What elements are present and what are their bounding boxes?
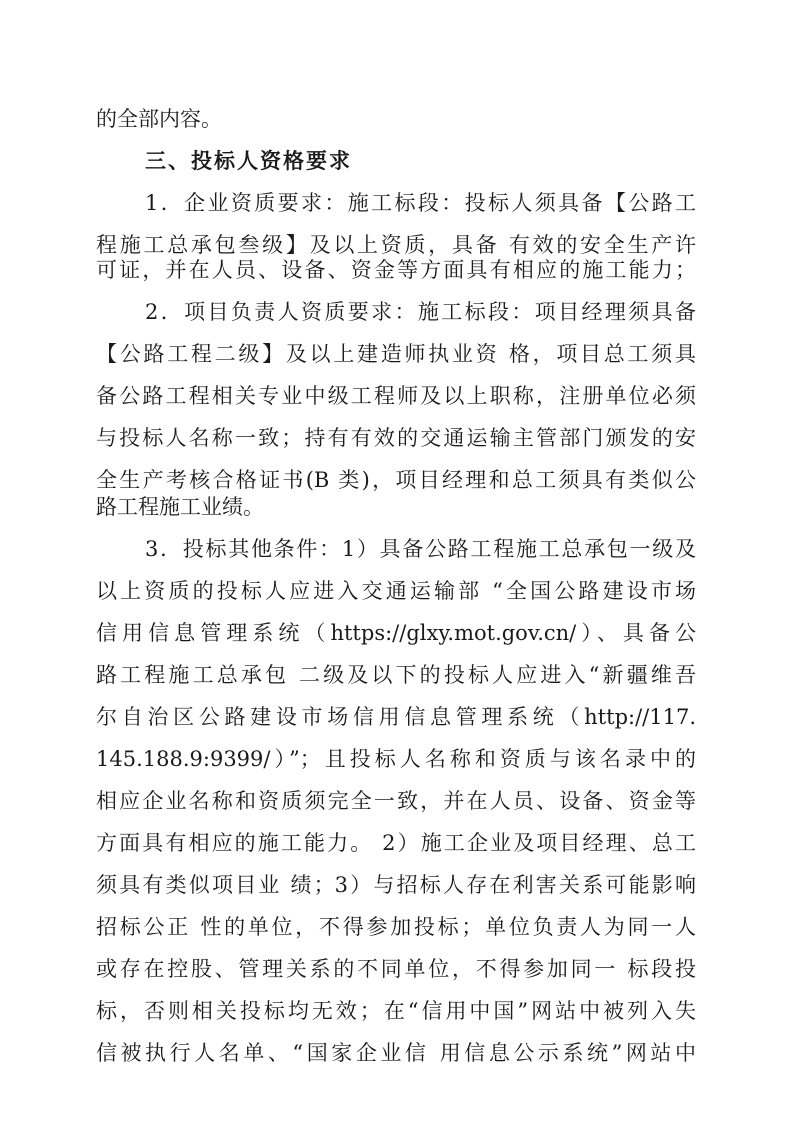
text-line-14: 信用信息管理系统（https://glxy.mot.gov.cn/）、具备公: [96, 621, 696, 645]
text-line-7: 【公路工程二级】及以上建造师执业资 格，项目总工须具: [96, 342, 696, 366]
text-line-5: 可证，并在人员、设备、资金等方面具有相应的施工能力；: [96, 258, 696, 282]
text-line-11: 路工程施工业绩。: [96, 495, 264, 519]
text-line-6: 2．项目负责人资质要求：施工标段：项目经理须具备: [145, 300, 696, 324]
text-line-3: 1．企业资质要求：施工标段：投标人须具备【公路工: [145, 191, 696, 215]
text-line-1: 的全部内容。: [96, 107, 222, 131]
text-line-17: 145.188.9:9399/）”；且投标人名称和资质与该名录中的: [96, 747, 696, 771]
text-line-19: 方面具有相应的施工能力。 2）施工企业及项目经理、总工: [96, 831, 696, 855]
text-line-21: 招标公正 性的单位，不得参加投标；单位负责人为同一人: [96, 915, 696, 939]
text-line-20: 须具有类似项目业 绩；3）与招标人存在利害关系可能影响: [96, 873, 696, 897]
text-line-22: 或存在控股、管理关系的不同单位，不得参加同一 标段投: [96, 957, 696, 981]
text-line-18: 相应企业名称和资质须完全一致，并在人员、设备、资金等: [96, 789, 696, 813]
text-line-10: 全生产考核合格证书(B 类)，项目经理和总工须具有类似公: [96, 468, 696, 492]
text-line-15: 路工程施工总承包 二级及以下的投标人应进入“新疆维吾: [96, 663, 696, 687]
text-line-24: 信被执行人名单、“国家企业信 用信息公示系统”网站中: [96, 1041, 696, 1065]
text-line-12: 3．投标其他条件：1）具备公路工程施工总承包一级及: [145, 537, 696, 561]
text-line-4: 程施工总承包叁级】及以上资质，具备 有效的安全生产许: [96, 233, 696, 257]
text-line-8: 备公路工程相关专业中级工程师及以上职称，注册单位必须: [96, 384, 696, 408]
text-line-9: 与投标人名称一致；持有有效的交通运输主管部门颁发的安: [96, 426, 696, 450]
section-heading: 三、投标人资格要求: [145, 148, 352, 173]
text-line-23: 标，否则相关投标均无效；在“信用中国”网站中被列入失: [96, 999, 696, 1023]
text-line-13: 以上资质的投标人应进入交通运输部 “全国公路建设市场: [96, 579, 696, 603]
text-line-16: 尔自治区公路建设市场信用信息管理系统（http://117.: [96, 705, 696, 729]
